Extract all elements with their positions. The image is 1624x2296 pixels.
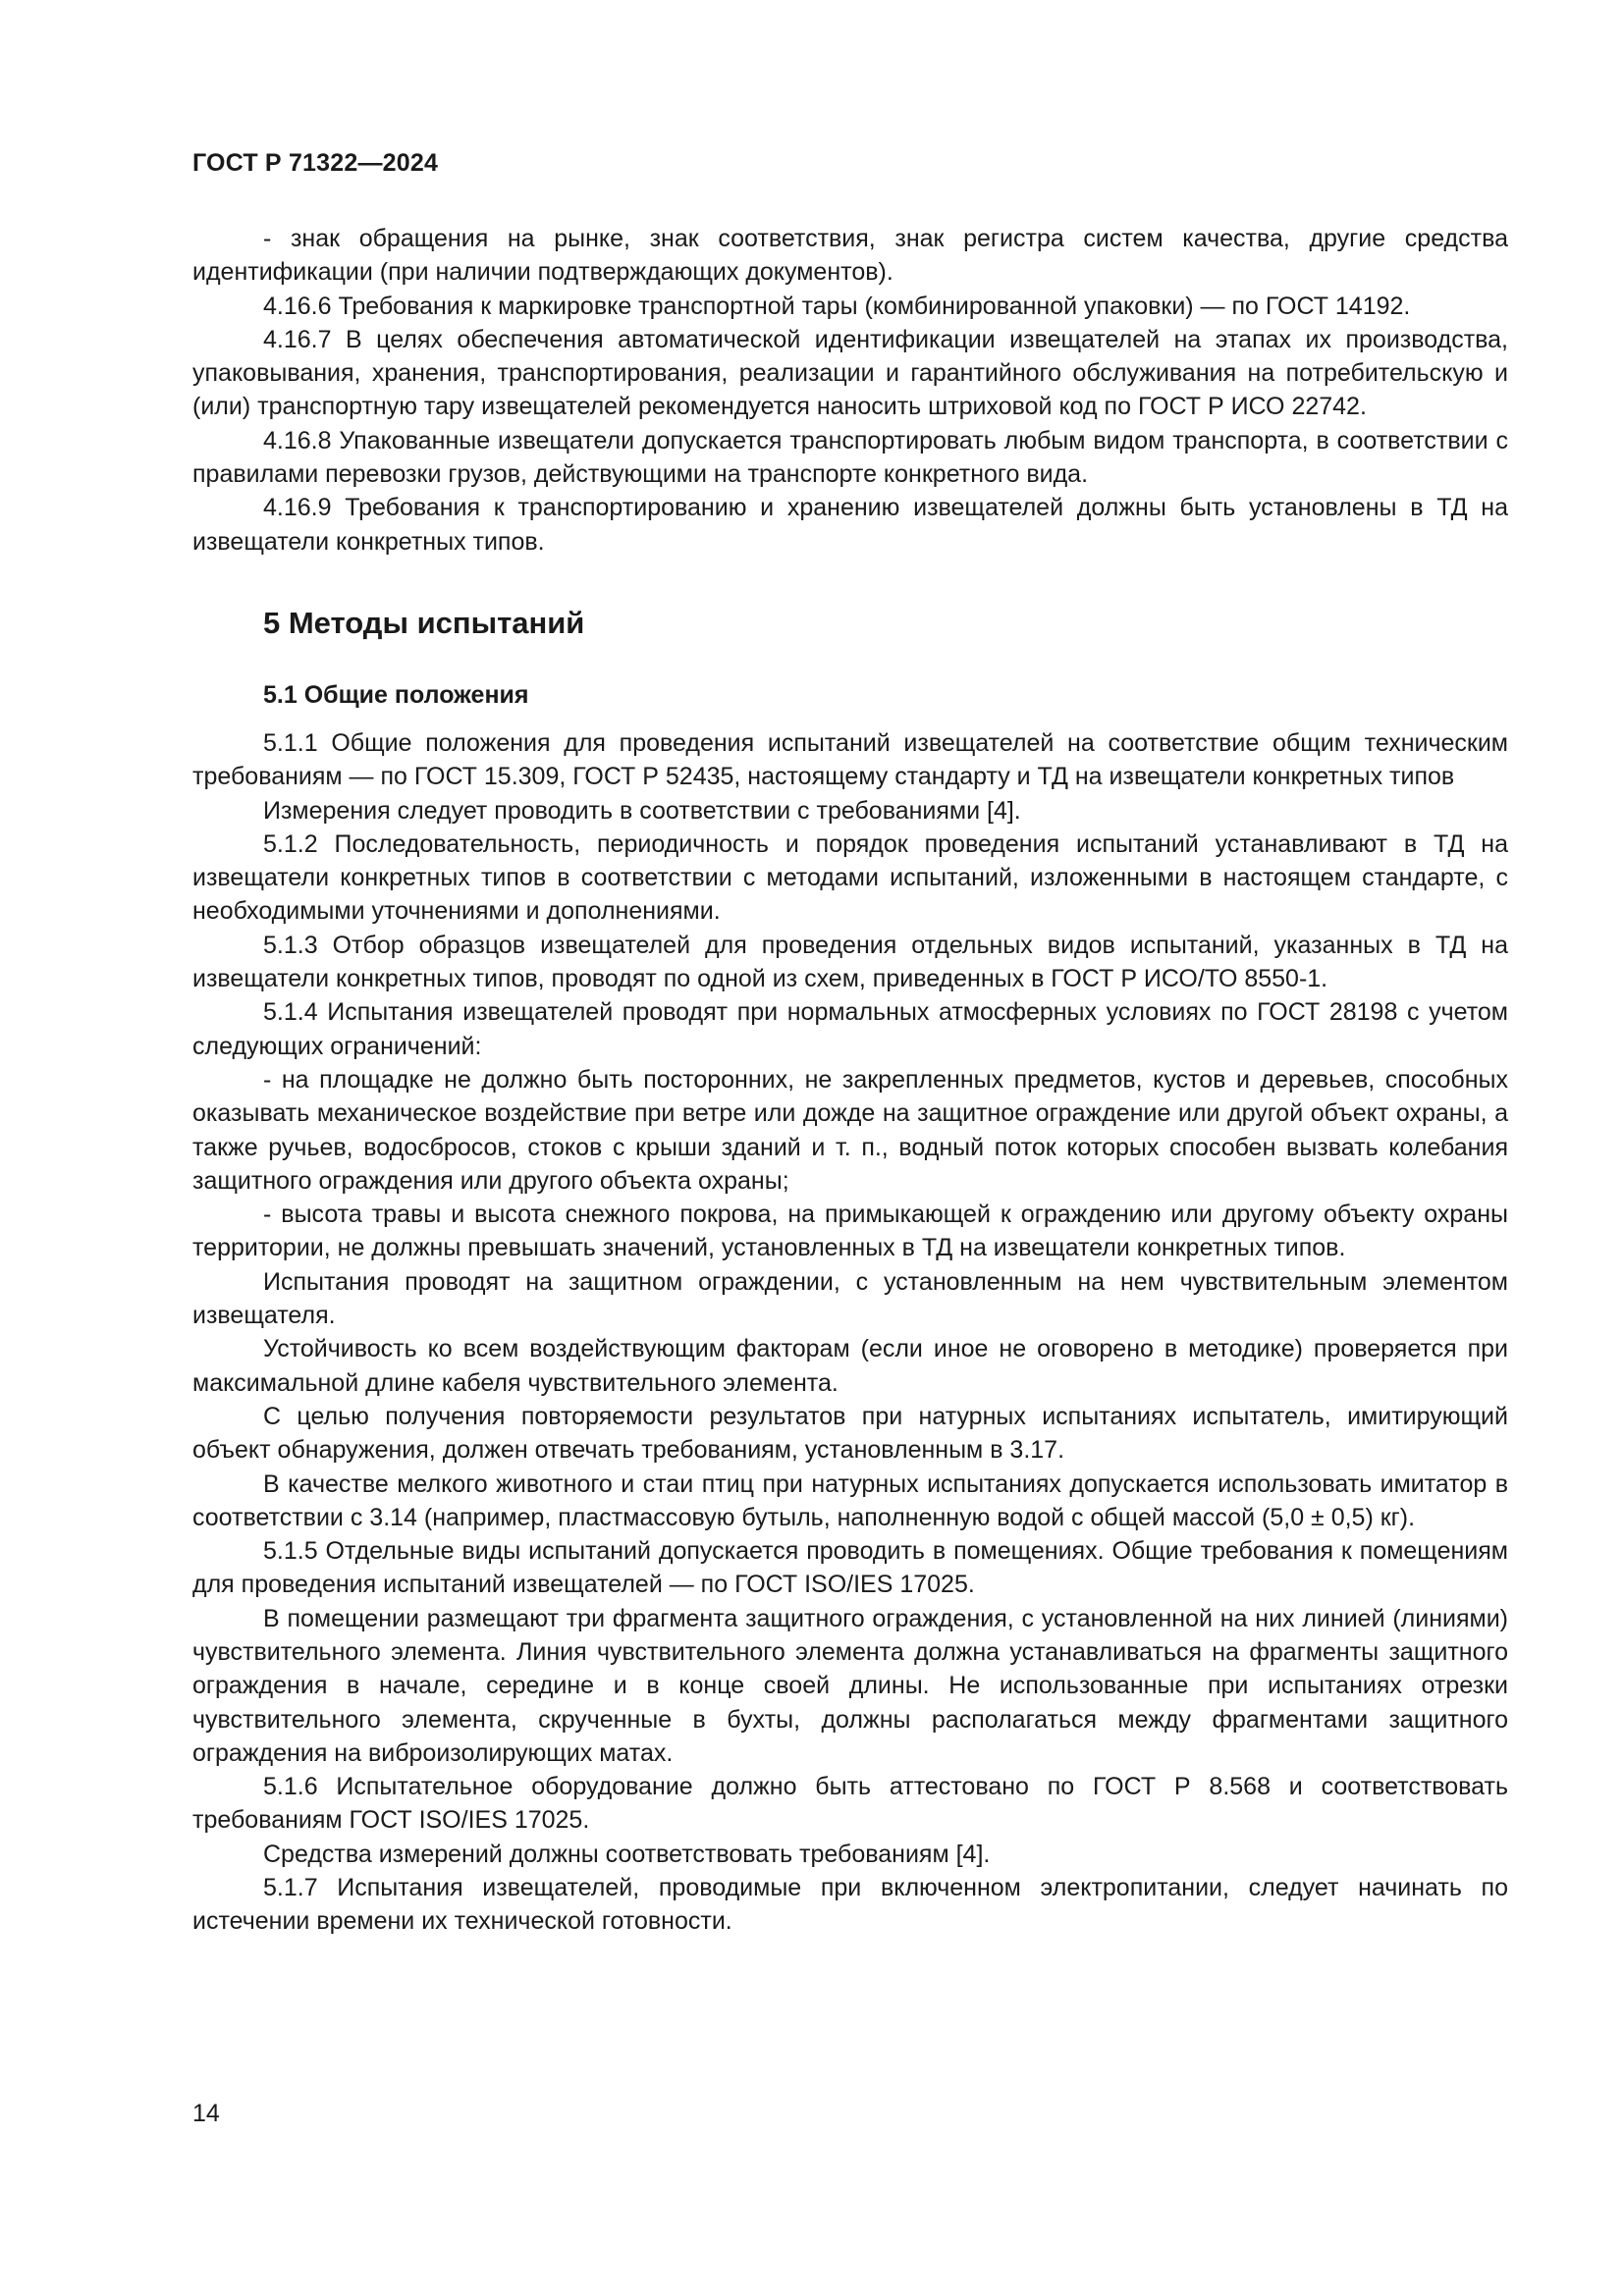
paragraph: В качестве мелкого животного и стаи птиц при натурных испытаниях допускается использовать имитатор в соответствии с 3.14 (например, пластмассовую бутыль, наполненную водой с общей массой (5,0 ± 0,5) кг). bbox=[192, 1469, 1508, 1531]
paragraph: Измерения следует проводить в соответствии с требованиями [4]. bbox=[263, 796, 1021, 825]
paragraph: - знак обращения на рынке, знак соответствия, знак регистра систем качества, другие средства идентификации (при наличии подтверждающих документов). bbox=[192, 225, 1508, 287]
paragraph: Средства измерений должны соответствовать требованиям [4]. bbox=[263, 1840, 991, 1868]
paragraph: Испытания проводят на защитном ограждении, с установленным на нем чувствительным элементом извещателя. bbox=[192, 1267, 1508, 1330]
section-title: 5 Методы испытаний bbox=[263, 605, 585, 640]
paragraph: 4.16.8 Упакованные извещатели допускается транспортировать любым видом транспорта, в соответствии с правилами перевозки грузов, действующими на транспорте конкретного вида. bbox=[192, 426, 1508, 489]
paragraph: - на площадке не должно быть посторонних, не закрепленных предметов, кустов и деревьев, способных оказывать механическое воздействие при ветре или дожде на защитное ограждение или другой объект охраны, а также ручьев, водосбросов, стоков с крыши зданий и т. п., водный поток которых способен вызвать колебания защитного ограждения или другого объекта охраны; bbox=[192, 1065, 1508, 1195]
paragraph: 5.1.4 Испытания извещателей проводят при нормальных атмосферных условиях по ГОСТ 28198 с учетом следующих ограничений: bbox=[192, 998, 1508, 1060]
document-header: ГОСТ Р 71322—2024 bbox=[192, 149, 439, 177]
paragraph: 5.1.7 Испытания извещателей, проводимые при включенном электропитании, следует начинать по истечении времени их технической готовности. bbox=[192, 1874, 1508, 1936]
paragraph: С целью получения повторяемости результатов при натурных испытаниях испытатель, имитирующий объект обнаружения, должен отвечать требованиям, установленным в 3.17. bbox=[192, 1402, 1508, 1465]
paragraph: - высота травы и высота снежного покрова, на примыкающей к ограждению или другому объекту охраны территории, не должны превышать значений, установленных в ТД на извещатели конкретных типов. bbox=[192, 1201, 1508, 1262]
paragraph: 5.1.1 Общие положения для проведения испытаний извещателей на соответствие общим техническим требованиям — по ГОСТ 15.309, ГОСТ Р 52435, настоящему стандарту и ТД на извещатели конкретных типов bbox=[192, 728, 1508, 791]
paragraph: В помещении размещают три фрагмента защитного ограждения, с установленной на них линией (линиями) чувствительного элемента. Линия чувствительного элемента должна устанавливаться на фрагменты защитного ограждения в начале, середине и в конце своей длины. Не использованные при испытаниях отрезки чувствительного элемента, скрученные в бухты, должны располагаться между фрагментами защитного ограждения на виброизолирующих матах. bbox=[192, 1604, 1508, 1767]
subsection-title: 5.1 Общие положения bbox=[263, 680, 529, 709]
paragraph: 5.1.2 Последовательность, периодичность и порядок проведения испытаний устанавливают в ТД на извещатели конкретных типов в соответствии с методами испытаний, изложенными в настоящем стандарте, с необходимыми уточнениями и дополнениями. bbox=[192, 829, 1508, 926]
paragraph: Устойчивость ко всем воздействующим факторам (если иное не оговорено в методике) проверяется при максимальной длине кабеля чувствительного элемента. bbox=[192, 1335, 1508, 1397]
paragraph: 5.1.6 Испытательное оборудование должно быть аттестовано по ГОСТ Р 8.568 и соответствовать требованиям ГОСТ ISO/IES 17025. bbox=[192, 1773, 1508, 1835]
paragraph: 4.16.9 Требования к транспортированию и хранению извещателей должны быть установлены в ТД на извещатели конкретных типов. bbox=[192, 494, 1508, 556]
page-number: 14 bbox=[192, 2100, 220, 2127]
paragraph: 5.1.3 Отбор образцов извещателей для проведения отдельных видов испытаний, указанных в ТД на извещатели конкретных типов, проводят по одной из схем, приведенных в ГОСТ Р ИСО/ТО 8550-1. bbox=[192, 931, 1508, 993]
paragraph: 4.16.6 Требования к маркировке транспортной тары (комбинированной упаковки) — по ГОСТ 14192. bbox=[263, 292, 1411, 320]
document-body bbox=[192, 222, 1508, 1939]
paragraph: 4.16.7 В целях обеспечения автоматической идентификации извещателей на этапах их производства, упаковывания, хранения, транспортирования, реализации и гарантийного обслуживания на потребительскую и (или) транспортную тару извещателей рекомендуется наносить штриховой код по ГОСТ Р ИСО 22742. bbox=[192, 325, 1508, 421]
paragraph: 5.1.5 Отдельные виды испытаний допускается проводить в помещениях. Общие требования к помещениям для проведения испытаний извещателей — по ГОСТ ISO/IES 17025. bbox=[192, 1537, 1508, 1599]
